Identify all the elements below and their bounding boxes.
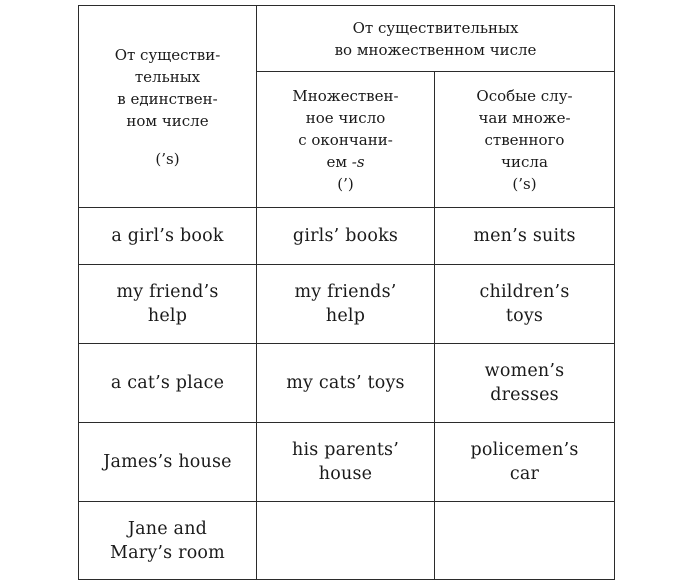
cell-special-plural: [435, 423, 615, 502]
cell-text-line: car: [509, 464, 540, 484]
cell-regular-plural: [257, 344, 435, 423]
cell-text-line: Mary’s room: [110, 542, 225, 563]
table-row: [79, 344, 615, 423]
header-plural: От существительных во множественном числе: [257, 6, 615, 72]
header-special-plural: Особые слу- чаи множе- ственного числа (’s): [435, 72, 615, 208]
cell-text-line: my friends’: [294, 282, 397, 302]
cell-text-line: policemen’s: [470, 440, 579, 460]
table-row: [79, 423, 615, 502]
cell-text-line: girls’ books: [292, 226, 399, 246]
table-row: [79, 208, 615, 265]
cell-text-line: my cats’ toys: [286, 373, 405, 393]
marker-regular-plural: (’): [337, 174, 354, 193]
cell-singular: [79, 208, 257, 265]
cell-regular-plural: [257, 502, 435, 580]
cell-text-line: a cat’s place: [110, 373, 225, 393]
cell-special-plural: [435, 344, 615, 423]
cell-special-plural: [435, 265, 615, 344]
marker-special-plural: (’s): [512, 174, 537, 193]
cell-singular: [79, 265, 257, 344]
cell-text-line: my friend’s: [116, 282, 219, 302]
cell-text-line: women’s: [484, 361, 565, 381]
cell-regular-plural: [257, 208, 435, 265]
table-body: [79, 208, 615, 580]
cell-text-line: children’s: [479, 282, 570, 302]
cell-text-line: James’s house: [103, 452, 232, 472]
cell-text-line: house: [318, 464, 373, 484]
cell-text-line: his parents’: [291, 440, 399, 460]
marker-singular: (’s): [155, 149, 180, 168]
cell-regular-plural: [257, 423, 435, 502]
cell-special-plural: [435, 502, 615, 580]
header-regular-plural: Множествен- ное число с окончани- ем -s (’): [257, 72, 435, 208]
cell-regular-plural: [257, 265, 435, 344]
cell-text-line: toys: [505, 306, 544, 326]
table-row: [79, 265, 615, 344]
table-row: [79, 502, 615, 580]
cell-special-plural: [435, 208, 615, 265]
header-singular: От существи- тельных в единствен- ном числе (’s): [79, 6, 257, 208]
ending-s: -s: [351, 152, 365, 171]
cell-singular: [79, 423, 257, 502]
cell-text-line: a girl’s book: [111, 226, 224, 246]
cell-text-line: help: [325, 306, 366, 326]
cell-text-line: men’s suits: [473, 226, 576, 246]
cell-singular: [79, 344, 257, 423]
cell-singular: [79, 502, 257, 580]
possessive-case-table: [78, 5, 615, 580]
cell-text-line: help: [147, 306, 188, 326]
cell-text-line: dresses: [490, 385, 559, 405]
cell-text-line: Jane and: [127, 518, 208, 539]
